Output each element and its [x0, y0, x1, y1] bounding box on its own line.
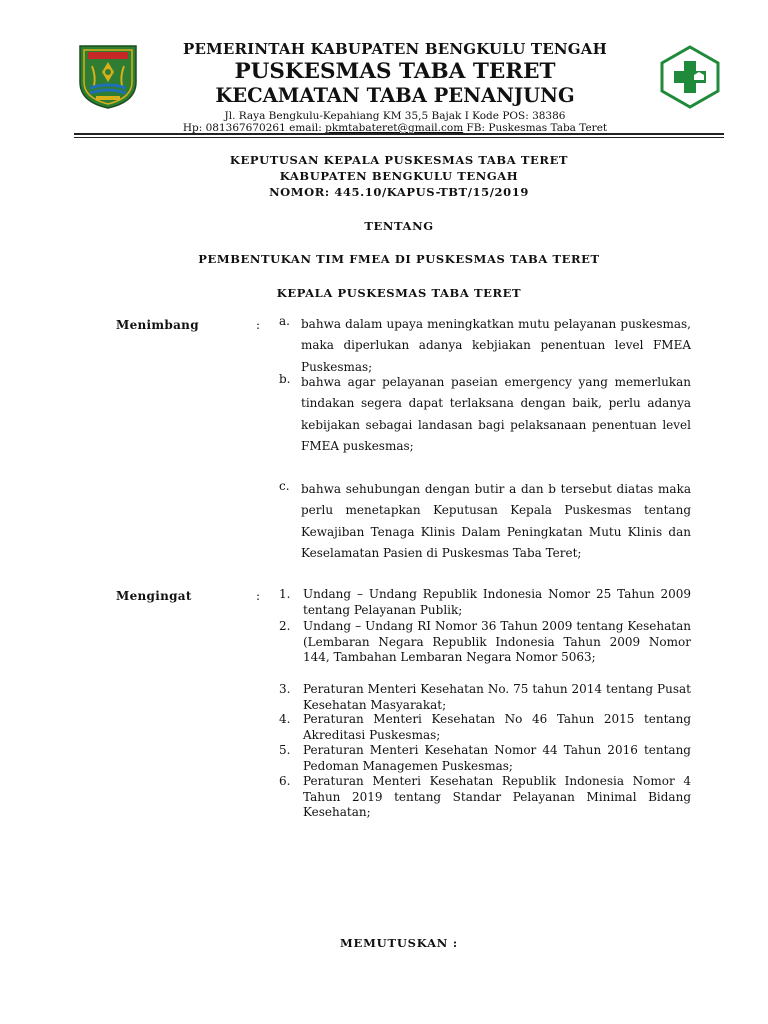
item-marker: a.: [279, 314, 290, 328]
decree-subject: PEMBENTUKAN TIM FMEA DI PUSKESMAS TABA TERET: [198, 252, 600, 266]
puskesmas-name: PUSKESMAS TABA TERET: [234, 59, 556, 84]
bengkulu-tengah-emblem-icon: [74, 42, 142, 110]
mengingat-item: [279, 774, 691, 821]
decree-title-line2: KABUPATEN BENGKULU TENGAH: [279, 169, 519, 183]
item-marker: 5.: [279, 743, 291, 757]
item-marker: 2.: [279, 619, 291, 633]
mengingat-label: Mengingat: [116, 589, 192, 603]
mengingat-item: [279, 682, 691, 713]
item-text: Undang – Undang RI Nomor 36 Tahun 2009 tentang Kesehatan (Lembaran Negara Republik Indonesia Tahun 2009 Nomor 144, Tambahan Lembaran Negara Nomor 5063;: [303, 619, 691, 664]
tentang-heading: TENTANG: [364, 219, 434, 233]
item-text: Peraturan Menteri Kesehatan No. 75 tahun 2014 tentang Pusat Kesehatan Masyarakat;: [303, 682, 691, 712]
menimbang-label: Menimbang: [116, 318, 199, 332]
mengingat-item: [279, 619, 691, 666]
puskesmas-logo-icon: [657, 44, 723, 110]
mengingat-item: [279, 743, 691, 774]
header-rule-thin: [74, 137, 724, 138]
menimbang-item: [279, 479, 691, 565]
government-name: PEMERINTAH KABUPATEN BENGKULU TENGAH: [182, 40, 608, 58]
contact-prefix: Hp: 081367670261 email:: [182, 122, 326, 134]
mengingat-item: [279, 587, 691, 618]
decree-title-line1: KEPUTUSAN KEPALA PUSKESMAS TABA TERET: [229, 153, 569, 167]
decree-authority: KEPALA PUSKESMAS TABA TERET: [276, 286, 522, 300]
item-text: Peraturan Menteri Kesehatan No 46 Tahun 2015 tentang Akreditasi Puskesmas;: [303, 712, 691, 742]
menimbang-item: [279, 372, 691, 458]
letterhead: [150, 40, 640, 134]
item-text: Peraturan Menteri Kesehatan Republik Indonesia Nomor 4 Tahun 2019 tentang Standar Pelayanan Minimal Bidang Kesehatan;: [303, 774, 691, 819]
item-text: bahwa sehubungan dengan butir a dan b tersebut diatas maka perlu menetapkan Keputusan Kepala Puskesmas tentang Kewajiban Tenaga Klinis Dalam Peningkatan Mutu Klinis dan Keselamatan Pasien di Puskesmas Taba Teret;: [301, 482, 691, 561]
item-text: Undang – Undang Republik Indonesia Nomor 25 Tahun 2009 tentang Pelayanan Publik;: [303, 587, 691, 617]
district-name: KECAMATAN TABA PENANJUNG: [215, 84, 575, 107]
item-text: bahwa dalam upaya meningkatkan mutu pelayanan puskesmas, maka diperlukan adanya kebjiakan penentuan level FMEA Puskesmas;: [301, 317, 691, 374]
mengingat-colon: :: [256, 589, 261, 603]
email-link[interactable]: pkmtabateret@gmail.com: [325, 122, 464, 134]
address-line: Jl. Raya Bengkulu-Kepahiang KM 35,5 Bajak I Kode POS: 38386: [224, 110, 566, 122]
header-rule-thick: [74, 133, 724, 135]
contact-suffix: FB: Puskesmas Taba Teret: [463, 122, 608, 134]
item-marker: 1.: [279, 587, 291, 601]
decree-number: NOMOR: 445.10/KAPUS-TBT/15/2019: [269, 185, 529, 199]
menimbang-item: [279, 314, 691, 378]
item-marker: 3.: [279, 682, 291, 696]
menimbang-colon: :: [256, 318, 261, 332]
item-marker: 4.: [279, 712, 291, 726]
mengingat-item: [279, 712, 691, 743]
item-text: bahwa agar pelayanan paseian emergency yang memerlukan tindakan segera dapat terlaksana dengan baik, perlu adanya kebijakan sebagai landasan bagi pelaksanaan penentuan level FMEA puskesmas;: [301, 375, 691, 454]
memutuskan-heading: MEMUTUSKAN :: [340, 936, 458, 950]
item-marker: 6.: [279, 774, 291, 788]
item-text: Peraturan Menteri Kesehatan Nomor 44 Tahun 2016 tentang Pedoman Managemen Puskesmas;: [303, 743, 691, 773]
item-marker: b.: [279, 372, 291, 386]
item-marker: c.: [279, 479, 290, 493]
